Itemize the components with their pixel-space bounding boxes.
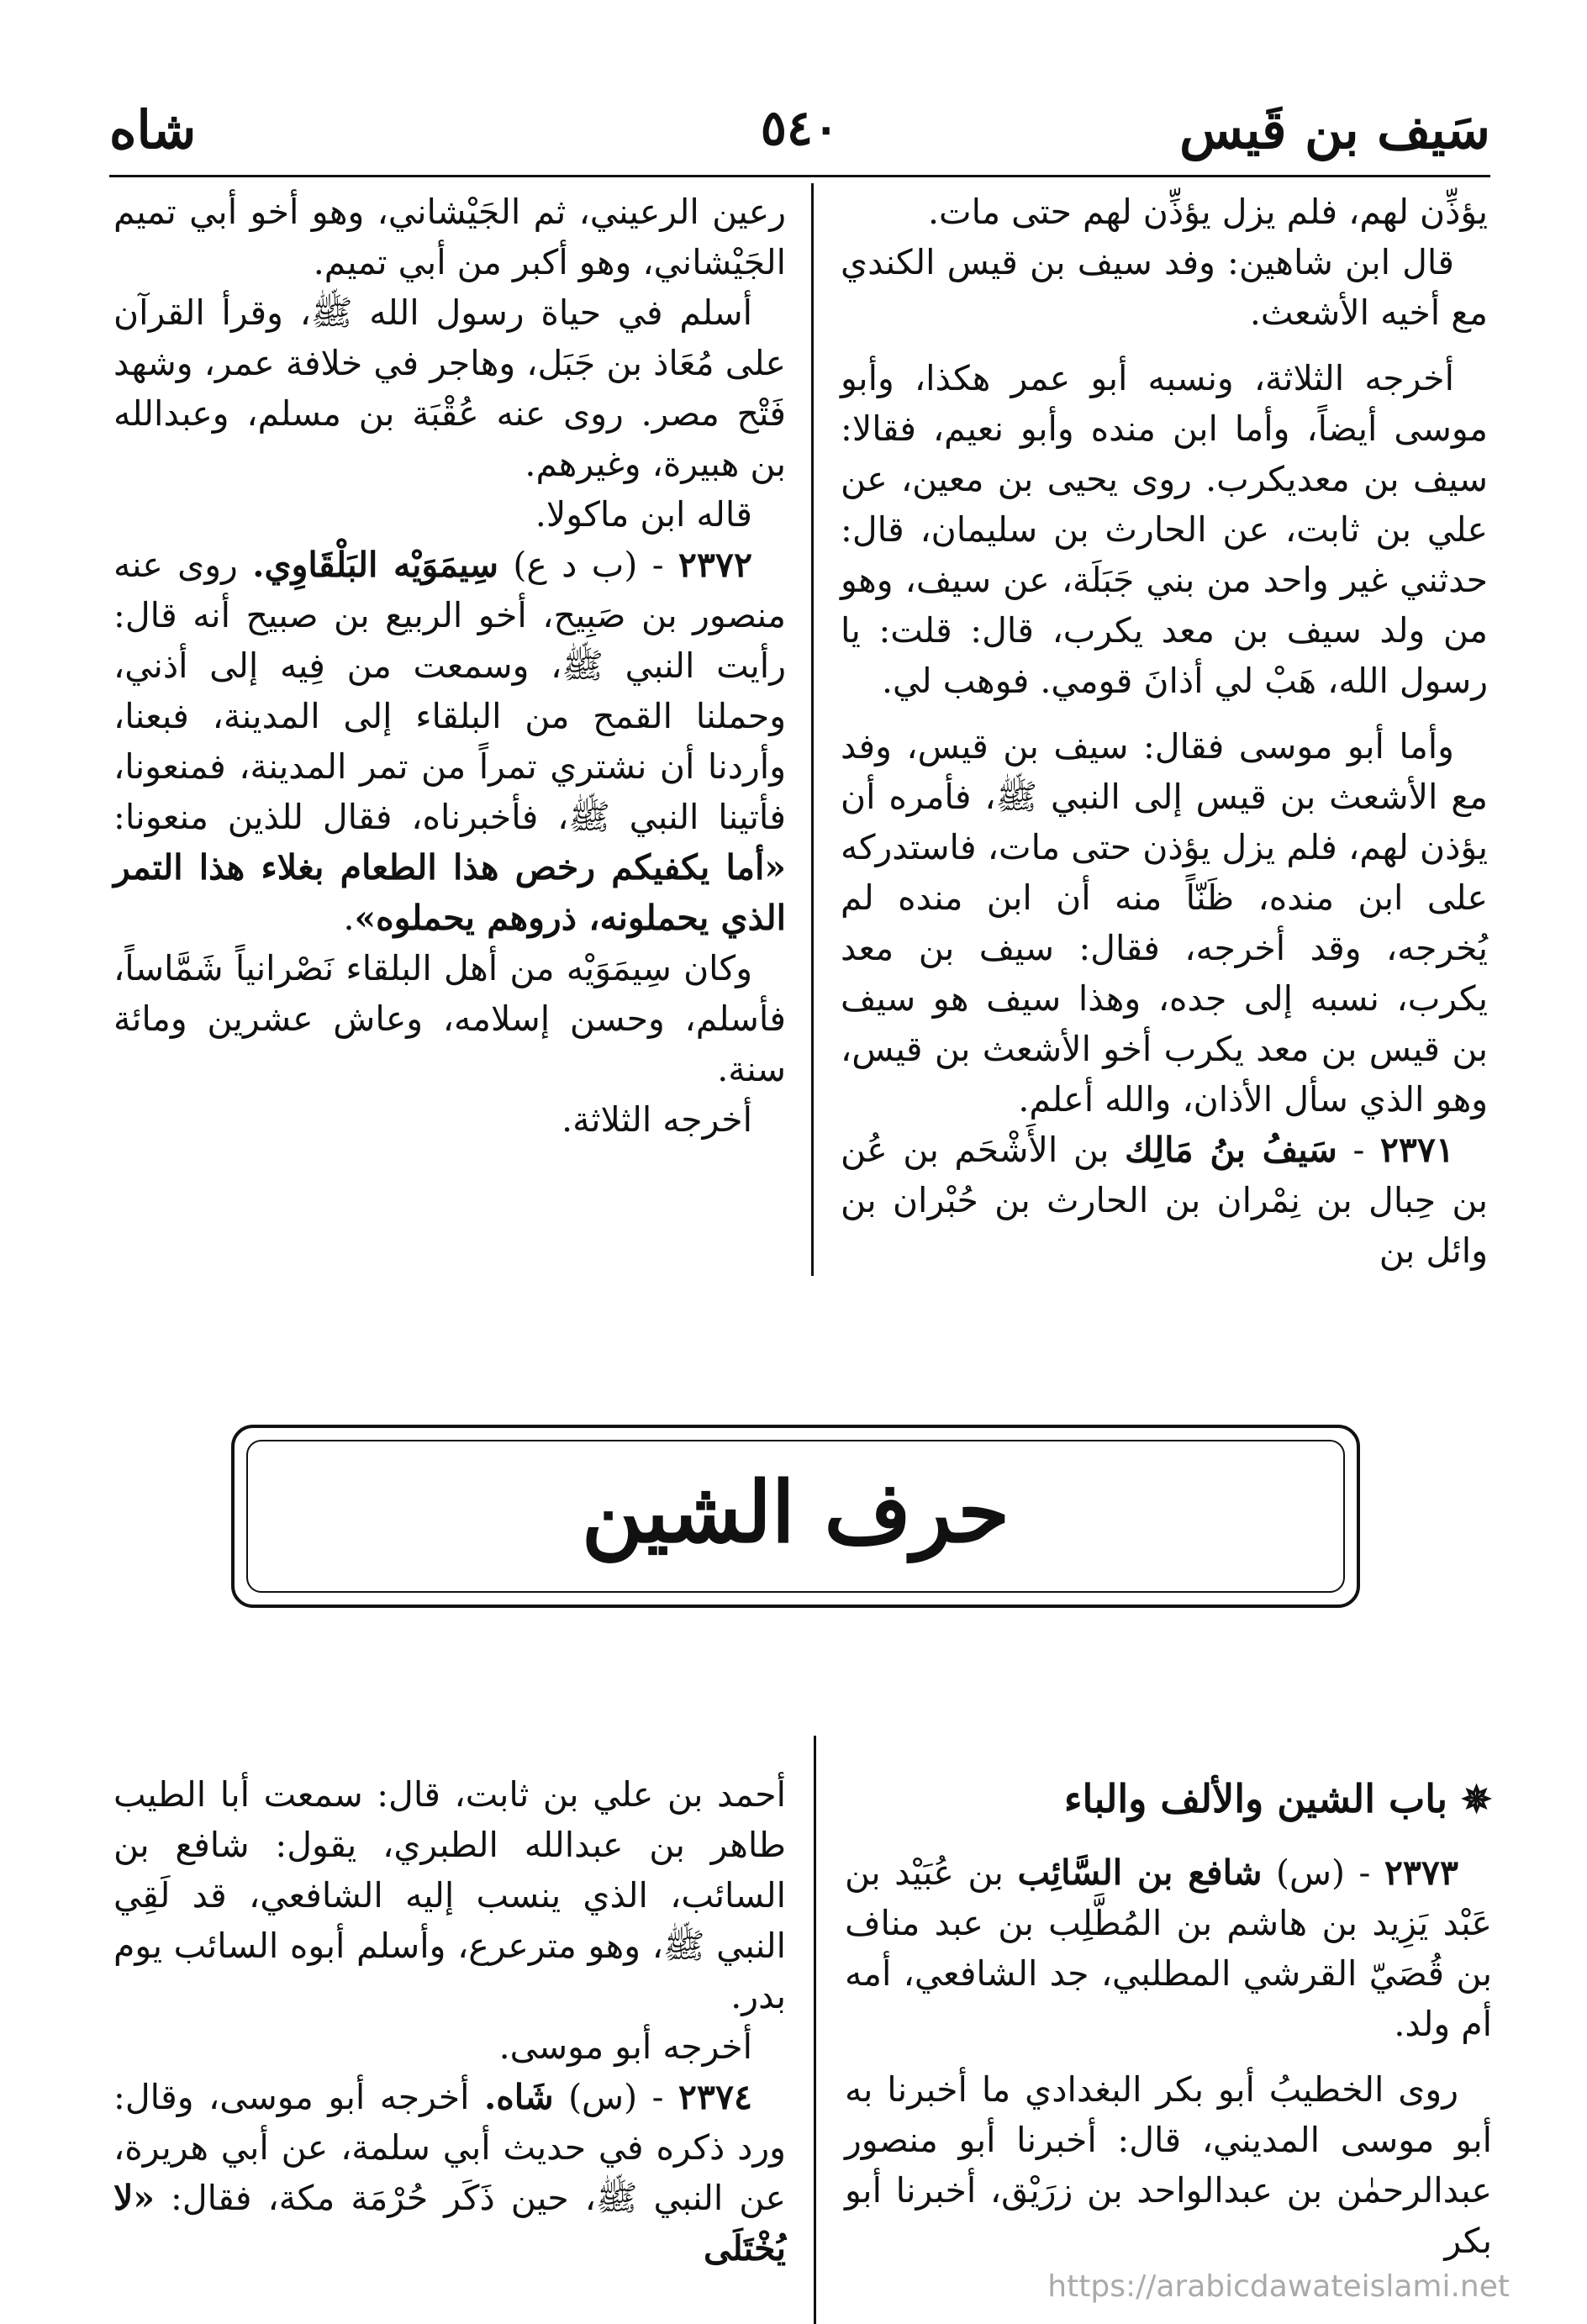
hadith-quote: «لا يُخْتَلَى [113,2178,786,2269]
paragraph: أحمد بن علي بن ثابت، قال: سمعت أبا الطيب طاهر بن عبدالله الطبري، يقول: شافع بن السائب، الذي ينسب إليه الشافعي، قد لَقِي النبي ﷺ، وهو مترعرع، وأسلم أبوه السائب يوم بدر. [113,1774,786,2016]
paragraph: قاله ابن ماكولا. [535,494,752,535]
entry-2374: ٢٣٧٤ - (س) شَاه. أخرجه أبو موسى، وقال: ورد ذكره في حديث أبي سلمة، عن أبي هريرة، عن النبي ﷺ، حين ذَكَر حُرْمَة مكة، فقال: «لا يُخْتَلَى [113,2077,786,2269]
entry-text: بن الأَشْحَم بن عُن بن حِبال بن نِمْران بن الحارث بن حُبْران بن وائل بن [841,1130,1488,1271]
entry-name: شَاه. [483,2077,554,2117]
entry-sigla: (س) [1275,1852,1346,1893]
paragraph: قال ابن شاهين: وفد سيف بن قيس الكندي مع أخيه الأشعث. [841,242,1488,333]
chapter-title: حرف الشين [581,1462,1010,1562]
header-entry-range-start: سَيف بن قَيس [1179,99,1490,161]
entry-text: بن عُبَيْد بن عَبْد يَزِيد بن هاشم بن المُطَّلِب بن عبد مناف بن قُصَيّ القرشي المطلبي، جد الشافعي، أمه أم ولد. [845,1852,1492,2044]
entry-number: ٢٣٧٤ [678,2077,752,2117]
section-heading-text: باب الشين والألف والباء [1063,1776,1448,1821]
page-number: ٥٤٠ [760,99,840,156]
hadith-quote: «أما يكفيكم رخص هذا الطعام بغلاء هذا التمر الذي يحملونه، ذروهم يحملوه» [113,847,786,938]
column-divider [811,183,814,1276]
paragraph: أخرجه الثلاثة. [562,1099,752,1140]
top-right-column [841,187,1488,1271]
paragraph: وكان سِيمَوَيْه من أهل البلقاء نَصْرانياً شَمَّاساً، فأسلم، وحسن إسلامه، وعاش عشرين ومائة سنة. [113,948,786,1089]
running-header [109,99,1490,166]
entry-2372: ٢٣٧٢ - (ب د ع) سِيمَوَيْه البَلْقَاوِي. روى عنه منصور بن صَبِيح، أخو الربيع بن صبيح أنه قال: رأيت النبي ﷺ، وسمعت من فِيه إلى أذني، وحملنا القمح من البلقاء إلى المدينة، فبعنا، وأردنا أن نشتري تمراً من تمر المدينة، فمنعونا، فأتينا النبي ﷺ، فأخبرناه، فقال للذين منعونا: «أما يكفيكم رخص هذا الطعام بغلاء هذا التمر الذي يحملونه، ذروهم يحملوه». [113,545,786,938]
entry-number: ٢٣٧٢ [678,545,752,585]
paragraph: أخرجه أبو موسى. [498,2026,752,2067]
star-ornament-icon: ✵ [1461,1779,1492,1821]
entry-sigla: (ب د ع) [513,545,638,585]
bottom-right-column [845,1773,1492,2311]
entry-text: أخرجه أبو موسى، وقال: ورد ذكره في حديث أبي سلمة، عن أبي هريرة، عن النبي ﷺ، حين ذَكَر حُرْمَة مكة، فقال: [113,2077,786,2218]
top-left-column [113,187,786,1246]
entry-text: روى عنه منصور بن صَبِيح، أخو الربيع بن صبيح أنه قال: رأيت النبي ﷺ، وسمعت من فِيه إلى أذني، وحملنا القمح من البلقاء إلى المدينة، فبعنا، وأردنا أن نشتري تمراً من تمر المدينة، فمنعونا، فأتينا النبي ﷺ، فأخبرناه، فقال للذين منعونا: [113,545,786,837]
paragraph: أخرجه الثلاثة، ونسبه أبو عمر هكذا، وأبو موسى أيضاً، وأما ابن منده وأبو نعيم، فقالا: سيف بن معديكرب. روى يحيى بن معين، عن علي بن ثابت، عن الحارث بن سليمان، قال: حدثني غير واحد من بني جَبَلَة، عن سيف، وهو من ولد سيف بن معد يكرب، قال: قلت: يا رسول الله، هَبْ لي أذانَ قومي. فوهب لي. [841,358,1488,701]
entry-name: سِيمَوَيْه البَلْقَاوِي. [252,545,499,585]
header-rule [109,175,1490,177]
entry-name: سَيفُ بنُ مَالِك [1125,1130,1337,1170]
paragraph: وأما أبو موسى فقال: سيف بن قيس، وفد مع الأشعث بن قيس إلى النبي ﷺ، فأمره أن يؤذن لهم، فلم يزل يؤذن حتى مات، فاستدركه على ابن منده، ظَنّاً منه أن ابن منده لم يُخرجه، وقد أخرجه، فقال: سيف بن معد يكرب، نسبه إلى جده، وهذا سيف هو سيف بن قيس بن معد يكرب أخو الأشعث بن قيس، وهو الذي سأل الأذان، والله أعلم. [841,726,1488,1120]
entry-2373: ٢٣٧٣ - (س) شافع بن السَّائِب بن عُبَيْد بن عَبْد يَزِيد بن هاشم بن المُطَّلِب بن عبد مناف بن قُصَيّ القرشي المطلبي، جد الشافعي، أمه أم ولد. [845,1852,1492,2044]
paragraph: أسلم في حياة رسول الله ﷺ، وقرأ القرآن على مُعَاذ بن جَبَل، وهاجر في خلافة عمر، وشهد فَتْح مصر. روى عنه عُقْبَة بن مسلم، وعبدالله بن هبيرة، وغيرهم. [113,292,786,484]
paragraph: رعين الرعيني، ثم الجَيْشاني، وهو أخو أبي تميم الجَيْشاني، وهو أكبر من أبي تميم. [113,192,786,282]
header-entry-range-end: شاه [109,99,197,161]
entry-name: شافع بن السَّائِب [1017,1852,1263,1893]
chapter-banner [231,1425,1360,1608]
paragraph: يؤذِّن لهم، فلم يزل يؤذِّن لهم حتى مات. [928,192,1488,232]
entry-2371: ٢٣٧١ - سَيفُ بنُ مَالِك بن الأَشْحَم بن عُن بن حِبال بن نِمْران بن الحارث بن حُبْران بن وائل بن [841,1130,1488,1271]
entry-sigla: (س) [568,2077,638,2117]
entry-number: ٢٣٧٣ [1384,1852,1458,1893]
paragraph: روى الخطيبُ أبو بكر البغدادي ما أخبرنا به أبو موسى المديني، قال: أخبرنا أبو منصور عبدالرحمٰن بن عبدالواحد بن زرَيْق، أخبرنا أبو بكر [845,2069,1492,2261]
entry-number: ٢٣٧١ [1379,1130,1454,1170]
section-heading [845,1773,1492,1826]
column-divider [814,1736,816,2324]
watermark-url: https://arabicdawateislami.net [1047,2269,1510,2304]
bottom-left-column [113,1769,786,2316]
